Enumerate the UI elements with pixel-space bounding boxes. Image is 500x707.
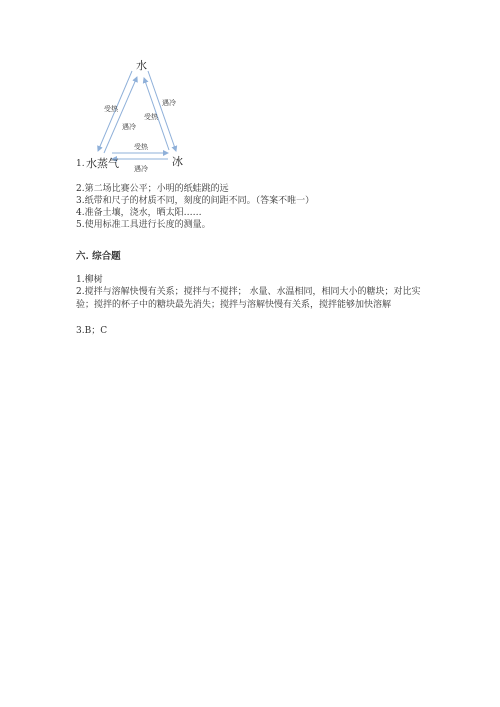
- node-water: 水: [136, 59, 147, 72]
- answer-text: 准备土壤，浇水，晒太阳……: [84, 208, 202, 218]
- answer-text: 第二场比赛公平；小明的纸蛙跳的远: [84, 184, 229, 194]
- arrow-left-inner: [104, 77, 137, 153]
- label-bottom-bottom: 遇冷: [134, 165, 148, 173]
- answer-2: [76, 183, 229, 195]
- answer-number: 5.: [76, 220, 85, 230]
- answer-1: [76, 158, 85, 170]
- item-number: 1.: [76, 275, 85, 285]
- label-right-inner: 受热: [144, 113, 158, 121]
- item-text: 柳树: [84, 275, 103, 285]
- answer-4: [76, 207, 202, 219]
- label-right-outer: 遇冷: [162, 99, 176, 107]
- label-left-outer: 受热: [104, 105, 118, 113]
- answer-number: 4.: [76, 208, 85, 218]
- answer-text: 纸带和尺子的材质不同，刻度的间距不同。（答案不唯一）: [84, 196, 315, 206]
- answer-number: 2.: [76, 184, 85, 194]
- answer-3: [76, 195, 314, 207]
- water-cycle-diagram: [80, 55, 200, 175]
- item-number: 2.: [76, 287, 85, 297]
- label-left-inner: 遇冷: [122, 123, 136, 131]
- answer-number: 1.: [76, 159, 85, 169]
- label-bottom-top: 受热: [134, 143, 148, 151]
- item-number: 3.: [76, 326, 85, 336]
- section6-item-3: [76, 325, 107, 337]
- answer-5: [76, 219, 211, 231]
- answer-text: 使用标准工具进行长度的测量。: [84, 220, 211, 230]
- section6-item-1: [76, 274, 103, 286]
- section-title: 六. 综合题: [76, 251, 121, 262]
- arrow-right-outer: [148, 71, 176, 151]
- item-text: 搅拌与溶解快慢有关系；搅拌与不搅拌； 水量、水温相同，相同大小的糖块；对比实验；搅拌的杯子中的糖块最先消失；搅拌与溶解快慢有关系，搅拌能够加快溶解: [76, 287, 421, 310]
- node-ice: 冰: [172, 155, 183, 168]
- answer-number: 3.: [76, 196, 85, 206]
- section6-item-2: [76, 286, 431, 312]
- node-vapor: 水蒸气: [86, 157, 119, 170]
- item-text: B；C: [84, 326, 108, 336]
